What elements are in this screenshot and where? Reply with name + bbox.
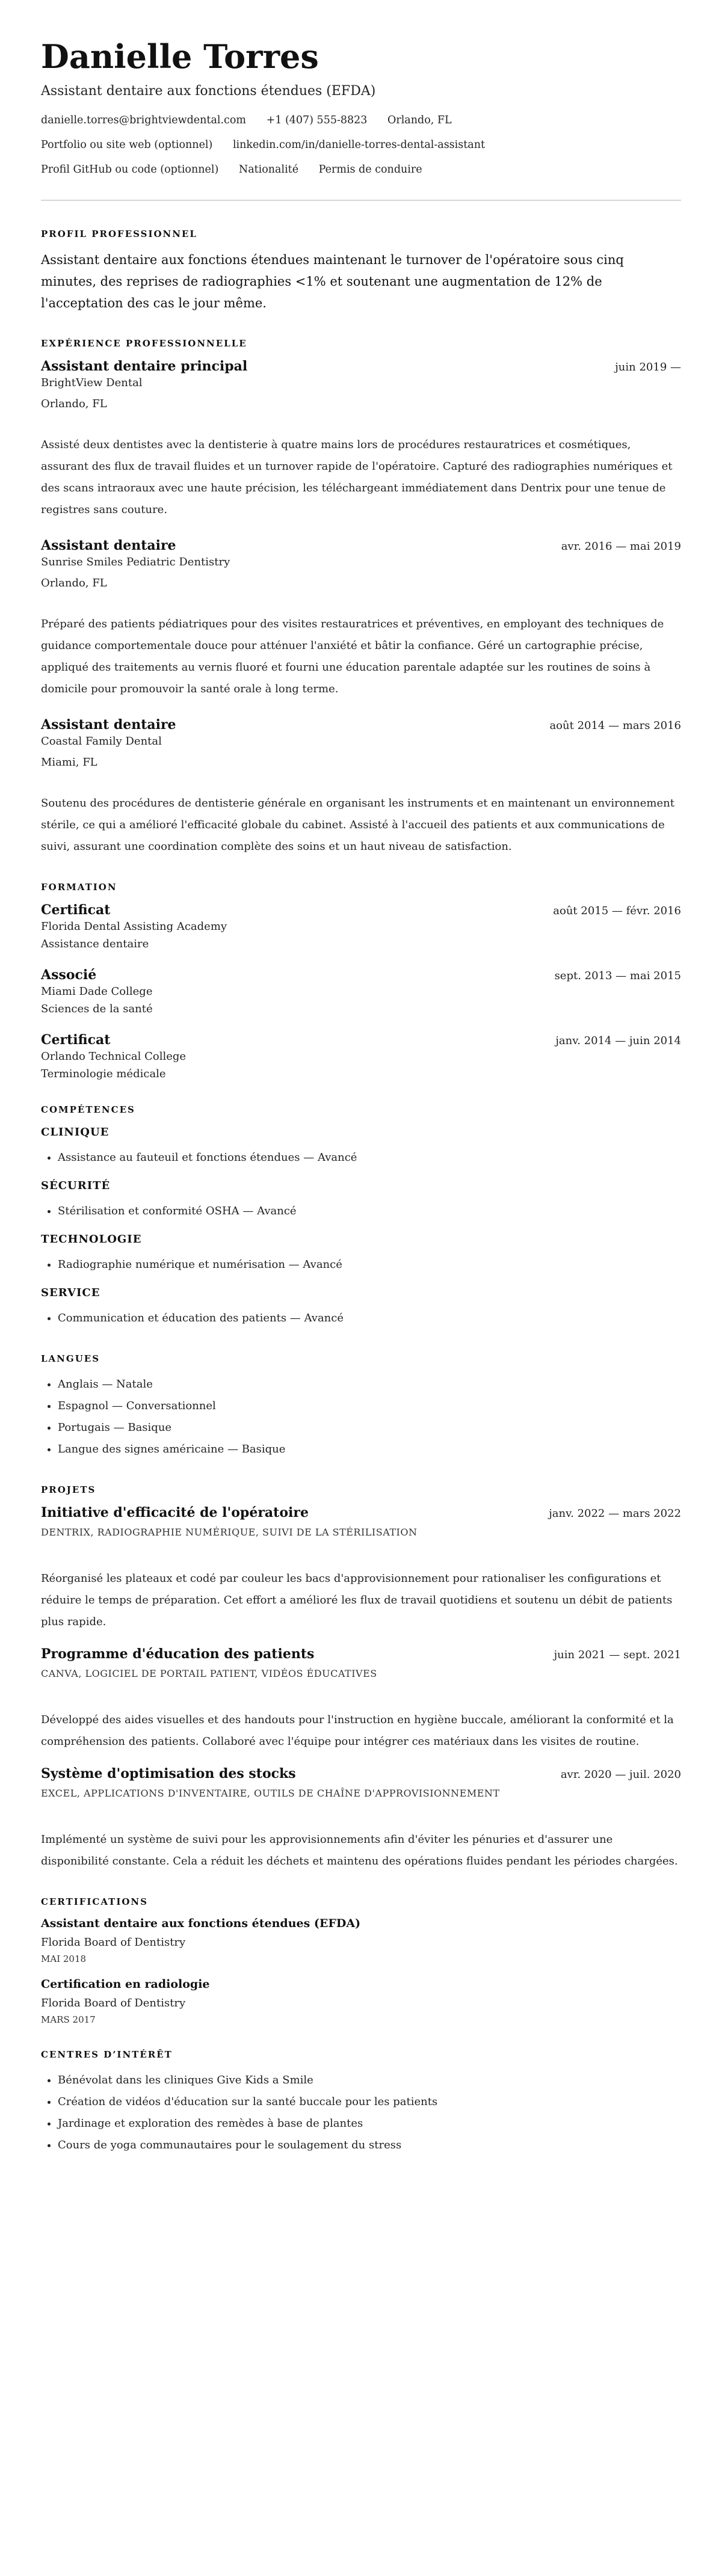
entry-header [41,717,681,733]
skill-item: • Radiographie numérique et numérisation — Avancé [58,1254,681,1276]
interests-list [41,2070,681,2156]
job-description: Assisté deux dentistes avec la dentisterie à quatre mains lors de procédures restauratrices et cosmétiques, assurant des flux de travail fluides et un turnover rapide de l'opératoire. Capturé des radiographies numériques et des scans intraoraux avec une haute précision, les téléchargeant immédiatement dans Dentrix pour une tenue de registres sans couture. [41,438,673,516]
language-item: • Espagnol — Conversationnel [58,1395,681,1417]
interest-item: • Création de vidéos d'éducation sur la santé buccale pour les patients [58,2091,681,2113]
skills-section [41,1104,681,1329]
field-of-study: Sciences de la santé [41,1002,153,1015]
project-entry [41,1646,681,1753]
language-item: • Portugais — Basique [58,1417,681,1439]
job-title: Assistant dentaire [41,537,176,553]
degree: Certificat [41,902,111,918]
certification-entry [41,1978,681,2025]
certification-entry [41,1917,681,1964]
experience-entry [41,538,681,700]
job-dates: août 2014 — mars 2016 [549,719,681,732]
section-heading: LANGUES [41,1353,100,1364]
skill-list [41,1254,681,1276]
interest-item: • Cours de yoga communautaires pour le soulagement du stress [58,2135,681,2156]
project-tags: EXCEL, APPLICATIONS D'INVENTAIRE, OUTILS DE CHAÎNE D'APPROVISIONNEMENT [41,1787,500,1799]
job-location: Miami, FL [41,755,97,769]
nationality: Nationalité [238,163,299,176]
education-dates: août 2015 — févr. 2016 [553,904,681,917]
certification-title: Assistant dentaire aux fonctions étendues (EFDA) [41,1916,361,1930]
summary-text: Assistant dentaire aux fonctions étendues maintenant le turnover de l'opératoire sous cinq minutes, des reprises de radiographies <1% et soutenant une augmentation de 12% de l'acceptation des cas le jour même. [41,252,624,310]
job-title: Assistant dentaire principal [41,358,248,374]
entry-header [41,358,681,374]
languages-list [41,1374,681,1460]
project-dates: avr. 2020 — juil. 2020 [560,1768,681,1781]
field-of-study: Terminologie médicale [41,1067,166,1080]
project-description: Réorganisé les plateaux et codé par couleur les bacs d'approvisionnement pour rationaliser les configurations et réduire le temps de préparation. Cet effort a amélioré les flux de travail quotidiens et soutenu un débit de patients plus rapide. [41,1572,673,1628]
language-item: • Langue des signes américaine — Basique [58,1439,681,1460]
education-entry [41,1032,681,1080]
certification-title: Certification en radiologie [41,1977,210,1991]
entry-header [41,902,681,918]
summary-section [41,229,681,314]
project-entry [41,1505,681,1633]
skill-category: CLINIQUE [41,1125,110,1139]
job-dates: avr. 2016 — mai 2019 [561,539,681,553]
candidate-name: Danielle Torres [41,37,319,76]
section-heading: EXPÉRIENCE PROFESSIONNELLE [41,337,247,349]
driving-license: Permis de conduire [318,163,422,176]
candidate-title: Assistant dentaire aux fonctions étendues (EFDA) [41,83,376,99]
project-tags: CANVA, LOGICIEL DE PORTAIL PATIENT, VIDÉOS ÉDUCATIVES [41,1667,377,1679]
job-dates: juin 2019 — [615,360,681,373]
job-title: Assistant dentaire [41,716,176,733]
language-item: • Anglais — Natale [58,1374,681,1395]
interest-item: • Bénévolat dans les cliniques Give Kids a Smile [58,2070,681,2091]
project-dates: janv. 2022 — mars 2022 [549,1507,681,1520]
education-dates: sept. 2013 — mai 2015 [554,969,681,982]
section-heading: CERTIFICATIONS [41,1896,148,1907]
skill-list [41,1308,681,1329]
languages-section [41,1353,681,1460]
section-heading: COMPÉTENCES [41,1104,135,1115]
field-of-study: Assistance dentaire [41,937,149,950]
certification-date: MAI 2018 [41,1953,87,1964]
certification-issuer: Florida Board of Dentistry [41,1996,186,2009]
education-section [41,882,681,1080]
header-divider [41,200,681,201]
entry-header [41,1505,681,1520]
contact-row [41,114,681,126]
entry-header [41,1766,681,1781]
interest-item: • Jardinage et exploration des remèdes à base de plantes [58,2113,681,2135]
project-description: Développé des aides visuelles et des handouts pour l'instruction en hygiène buccale, améliorant la conformité et la compréhension des patients. Collaboré avec l'équipe pour intégrer ces matériaux dans les visites de routine. [41,1713,674,1748]
projects-section [41,1484,681,1872]
job-location: Orlando, FL [41,576,107,589]
portfolio-link[interactable]: Portfolio ou site web (optionnel) [41,138,213,151]
job-description: Préparé des patients pédiatriques pour des visites restauratrices et préventives, en employant des techniques de guidance comportementale douce pour atténuer l'anxiété et bâtir la confiance. Géré un cartographie précise, appliqué des traitements au vernis fluoré et fourni une éducation parentale adaptée sur les routines de soins à domicile pour promouvoir la santé orale à long terme. [41,617,664,695]
contact-row [41,164,681,176]
section-heading: PROFIL PROFESSIONNEL [41,228,197,239]
entry-header [41,967,681,983]
skill-list [41,1200,681,1222]
project-dates: juin 2021 — sept. 2021 [554,1648,681,1661]
job-location: Orlando, FL [41,397,107,410]
company-name: BrightView Dental [41,376,143,389]
skill-item: • Stérilisation et conformité OSHA — Avancé [58,1200,681,1222]
entry-header [41,538,681,553]
github-link[interactable]: Profil GitHub ou code (optionnel) [41,163,219,176]
skill-item: • Communication et éducation des patients — Avancé [58,1308,681,1329]
experience-section [41,338,681,858]
project-entry [41,1766,681,1872]
project-description: Implémenté un système de suivi pour les approvisionnements afin d'éviter les pénuries et d'assurer une disponibilité constante. Cela a réduit les déchets et maintenu des opérations fluides pendant les périodes chargées. [41,1833,678,1867]
skill-list [41,1147,681,1169]
experience-entry [41,717,681,858]
education-dates: janv. 2014 — juin 2014 [555,1034,681,1047]
section-heading: CENTRES D’INTÉRÊT [41,2049,173,2060]
entry-header [41,1032,681,1048]
interests-section [41,2049,681,2156]
section-heading: PROJETS [41,1484,96,1495]
school-name: Florida Dental Assisting Academy [41,920,227,933]
project-title: Programme d'éducation des patients [41,1646,315,1662]
school-name: Miami Dade College [41,985,153,998]
skill-category: SERVICE [41,1286,100,1299]
contact-row [41,139,681,151]
degree: Certificat [41,1031,111,1048]
certification-date: MARS 2017 [41,2014,96,2025]
company-name: Sunrise Smiles Pediatric Dentistry [41,555,230,568]
skill-item: • Assistance au fauteuil et fonctions étendues — Avancé [58,1147,681,1169]
resume-header [41,37,681,176]
experience-entry [41,358,681,521]
education-entry [41,902,681,950]
location: Orlando, FL [387,114,452,126]
linkedin-link[interactable]: linkedin.com/in/danielle-torres-dental-assistant [232,138,486,151]
project-title: Initiative d'efficacité de l'opératoire [41,1504,309,1520]
certifications-section [41,1896,681,2025]
section-heading: FORMATION [41,881,117,893]
project-tags: DENTRIX, RADIOGRAPHIE NUMÉRIQUE, SUIVI DE LA STÉRILISATION [41,1526,418,1538]
certification-issuer: Florida Board of Dentistry [41,1935,186,1949]
company-name: Coastal Family Dental [41,734,162,748]
school-name: Orlando Technical College [41,1050,187,1063]
job-description: Soutenu des procédures de dentisterie générale en organisant les instruments et en maintenant un environnement stérile, ce qui a amélioré l'efficacité globale du cabinet. Assisté à l'accueil des patients et aux communications de suivi, assurant une coordination complète des soins et un haut niveau de satisfaction. [41,796,674,853]
skill-category: TECHNOLOGIE [41,1232,142,1246]
project-title: Système d'optimisation des stocks [41,1765,296,1781]
degree: Associé [41,967,97,983]
skill-category: SÉCURITÉ [41,1179,111,1192]
entry-header [41,1646,681,1662]
education-entry [41,967,681,1015]
email-link[interactable]: danielle.torres@brightviewdental.com [41,114,246,126]
phone: +1 (407) 555-8823 [266,114,368,126]
